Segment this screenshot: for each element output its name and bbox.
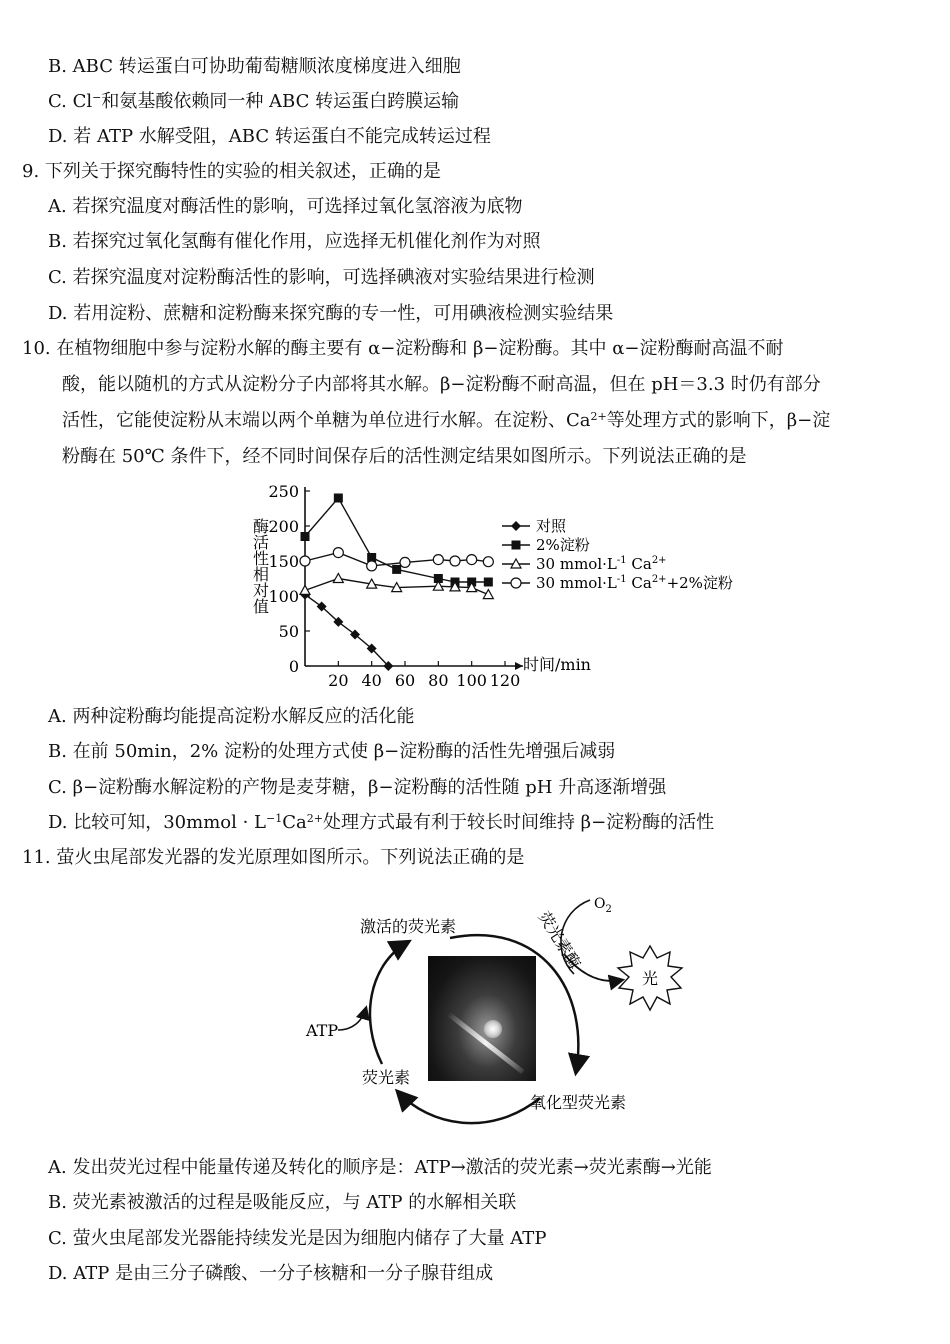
data-point-circle — [450, 556, 460, 566]
arrow-oxidized-to-luciferin — [398, 1092, 540, 1123]
label-oxidized-luciferin: 氧化型荧光素 — [530, 1093, 627, 1112]
legend-marker-diamond — [511, 521, 521, 531]
q9-option-b: B. 若探究过氧化氢酶有催化作用，应选择无机催化剂作为对照 — [48, 231, 541, 252]
q8-option-c: C. Cl−和氨基酸依赖同一种 ABC 转运蛋白跨膜运输 — [48, 91, 460, 112]
y-axis-label: 酶活性相对值 — [250, 518, 270, 614]
x-tick-label: 100 — [456, 671, 487, 690]
q9-option-d: D. 若用淀粉、蔗糖和淀粉酶来探究酶的专一性，可用碘液检测实验结果 — [48, 303, 614, 324]
x-axis-label: 时间/min — [523, 655, 591, 674]
label-luciferin: 荧光素 — [362, 1068, 411, 1087]
data-point-square — [334, 494, 343, 503]
q8-option-b: B. ABC 转运蛋白可协助葡萄糖顺浓度梯度进入细胞 — [48, 56, 461, 77]
label-luciferase: 荧光素酶 — [534, 908, 585, 973]
data-point-circle — [300, 556, 310, 566]
y-tick-label: 200 — [268, 517, 299, 536]
data-point-circle — [333, 548, 343, 558]
legend-marker-circle — [511, 578, 521, 588]
legend-label-diamond: 对照 — [536, 517, 567, 535]
data-point-square — [301, 532, 310, 541]
enzyme-activity-chart — [240, 478, 760, 700]
series-line-diamond — [305, 595, 388, 666]
q10-stem-line4: 粉酶在 50℃ 条件下，经不同时间保存后的活性测定结果如图所示。下列说法正确的是 — [62, 446, 747, 467]
y-tick-label: 150 — [268, 552, 299, 571]
firefly-cycle-diagram — [290, 880, 710, 1130]
data-point-circle — [467, 555, 477, 565]
series-line-circle — [305, 553, 488, 566]
q10-option-d: D. 比较可知，30mmol · $L^{-1}Ca^{2+}$处理方式最有利于较长时间维持 β−淀粉酶的活性 — [48, 812, 715, 833]
q10-option-a: A. 两种淀粉酶均能提高淀粉水解反应的活化能 — [48, 706, 415, 727]
q10-stem-line1: 10. 在植物细胞中参与淀粉水解的酶主要有 α−淀粉酶和 β−淀粉酶。其中 α−淀粉酶耐高温不耐 — [22, 338, 784, 359]
q9-option-a: A. 若探究温度对酶活性的影响，可选择过氧化氢溶液为底物 — [48, 196, 523, 217]
q11-option-c: C. 萤火虫尾部发光器能持续发光是因为细胞内储存了大量 ATP — [48, 1228, 547, 1249]
y-tick-label: 100 — [268, 587, 299, 606]
legend-label-square: 2%淀粉 — [536, 536, 590, 554]
data-point-circle — [400, 557, 410, 567]
x-axis-arrow — [515, 662, 523, 670]
x-tick-label: 60 — [394, 671, 416, 690]
q10-option-b: B. 在前 50min，2% 淀粉的处理方式使 β−淀粉酶的活性先增强后减弱 — [48, 741, 616, 762]
data-point-circle — [483, 557, 493, 567]
q10-stem-line2: 酸，能以随机的方式从淀粉分子内部将其水解。β−淀粉酶不耐高温，但在 pH＝3.3 时仍有部分 — [62, 374, 821, 395]
q11-stem: 11. 萤火虫尾部发光器的发光原理如图所示。下列说法正确的是 — [22, 847, 525, 868]
label-o2: $O_2$ — [594, 896, 612, 915]
q11-option-a: A. 发出荧光过程中能量传递及转化的顺序是：ATP→激活的荧光素→荧光素酶→光能 — [48, 1157, 712, 1178]
data-point-triangle — [300, 585, 310, 594]
data-point-triangle — [333, 574, 343, 583]
q10-stem-line3: 活性，它能使淀粉从末端以两个单糖为单位进行水解。在淀粉、$Ca^{2+}$等处理方式的影响下，β−淀 — [62, 410, 831, 431]
x-tick-label: 80 — [428, 671, 449, 690]
data-point-square — [392, 565, 401, 574]
x-tick-label: 40 — [361, 671, 382, 690]
data-point-circle — [367, 561, 377, 571]
q10-option-c: C. β−淀粉酶水解淀粉的产物是麦芽糖，β−淀粉酶的活性随 pH 升高逐渐增强 — [48, 777, 667, 798]
arrow-atp-input — [338, 1008, 366, 1030]
q8-option-d: D. 若 ATP 水解受阻，ABC 转运蛋白不能完成转运过程 — [48, 126, 491, 147]
data-point-square — [484, 578, 493, 587]
legend-marker-square — [512, 541, 521, 550]
y-tick-label: 0 — [288, 657, 299, 676]
y-tick-label: 250 — [268, 482, 299, 501]
q9-option-c: C. 若探究温度对淀粉酶活性的影响，可选择碘液对实验结果进行检测 — [48, 267, 595, 288]
y-tick-label: 50 — [278, 622, 299, 641]
legend-label-circle: 30 $mmol\cdot L^{-1}$ $Ca^{2+}+2\%$淀粉 — [536, 574, 733, 592]
label-light: 光 — [642, 969, 659, 988]
label-activated-luciferin: 激活的荧光素 — [360, 917, 457, 936]
label-atp: ATP — [306, 1021, 339, 1040]
data-point-triangle — [483, 590, 493, 599]
q11-option-d: D. ATP 是由三分子磷酸、一分子核糖和一分子腺苷组成 — [48, 1263, 494, 1284]
data-point-circle — [433, 555, 443, 565]
x-tick-label: 120 — [489, 671, 521, 690]
q11-option-b: B. 荧光素被激活的过程是吸能反应，与 ATP 的水解相关联 — [48, 1192, 517, 1213]
legend-label-triangle: 30 $mmol\cdot L^{-1}$ $Ca^{2+}$ — [536, 555, 667, 573]
q9-stem: 9. 下列关于探究酶特性的实验的相关叙述，正确的是 — [22, 161, 441, 182]
arrow-luciferin-to-activated — [370, 942, 408, 1064]
x-tick-label: 20 — [328, 671, 349, 690]
